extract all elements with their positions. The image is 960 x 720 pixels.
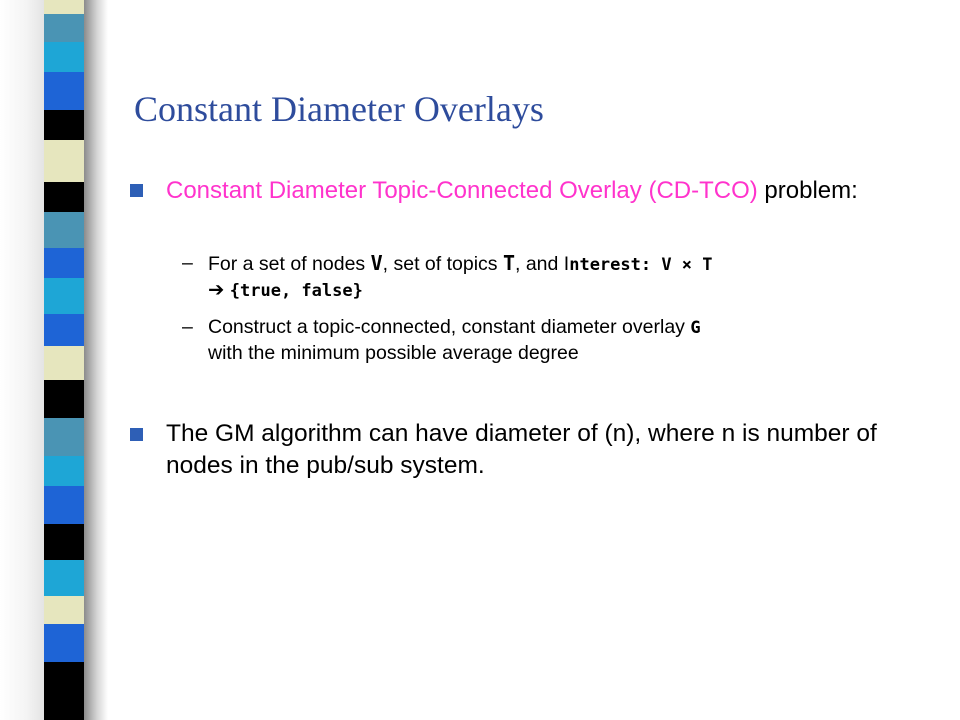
bullet-cd-tco bbox=[130, 175, 890, 206]
bullet-rest: problem: bbox=[757, 177, 858, 204]
stripe-block bbox=[44, 418, 84, 456]
stripe-block bbox=[44, 14, 84, 42]
stripe-block bbox=[44, 0, 84, 14]
slide-title: Constant Diameter Overlays bbox=[134, 89, 544, 129]
bullet-text bbox=[166, 175, 890, 206]
overlay-g: G bbox=[690, 318, 701, 338]
dash-bullet: – bbox=[182, 252, 193, 274]
arrow-icon: ➔ bbox=[208, 279, 225, 301]
interest-function: nterest: V × T bbox=[569, 255, 713, 275]
stripe-block bbox=[44, 662, 84, 720]
stripe-left-shadow bbox=[0, 0, 44, 720]
set-v: V bbox=[370, 251, 383, 275]
sub-bullet-text bbox=[208, 251, 902, 304]
stripe-block bbox=[44, 314, 84, 346]
stripe-block bbox=[44, 278, 84, 314]
text-segment: with the minimum possible average degree bbox=[208, 342, 579, 364]
sub-bullet-definition bbox=[182, 251, 902, 304]
bullet-text: The GM algorithm can have diameter of (n), where n is number of nodes in the pub/sub system. bbox=[166, 420, 877, 479]
stripe-block bbox=[44, 346, 84, 380]
text-segment: , set of topics bbox=[382, 253, 503, 275]
sub-bullet-construct bbox=[182, 315, 902, 366]
set-t: T bbox=[502, 251, 515, 275]
stripe-block bbox=[44, 524, 84, 560]
stripe-block bbox=[44, 596, 84, 624]
boolean-set: {true, false} bbox=[229, 281, 363, 301]
square-bullet-icon bbox=[130, 184, 143, 197]
square-bullet-icon bbox=[130, 428, 143, 441]
stripe-block bbox=[44, 624, 84, 662]
dash-bullet: – bbox=[182, 316, 193, 338]
stripe-shadow bbox=[84, 0, 108, 720]
sub-bullet-text bbox=[208, 315, 902, 366]
stripe-block bbox=[44, 140, 84, 182]
stripe-block bbox=[44, 380, 84, 418]
text-segment: Construct a topic-connected, constant diameter overlay bbox=[208, 316, 691, 338]
stripe-block bbox=[44, 72, 84, 110]
decorative-stripe bbox=[0, 0, 108, 720]
stripe-block bbox=[44, 456, 84, 486]
text-segment: For a set of nodes bbox=[208, 253, 371, 275]
stripe-block bbox=[44, 560, 84, 596]
stripe-block bbox=[44, 212, 84, 248]
stripe-block bbox=[44, 110, 84, 140]
stripe-block bbox=[44, 248, 84, 278]
text-segment: , and I bbox=[515, 253, 570, 275]
stripe-block bbox=[44, 42, 84, 72]
stripe-block bbox=[44, 182, 84, 212]
bullet-gm-algorithm bbox=[130, 418, 920, 482]
stripe-block bbox=[44, 486, 84, 524]
bullet-highlight: Constant Diameter Topic-Connected Overlay (CD-TCO) bbox=[166, 177, 758, 204]
